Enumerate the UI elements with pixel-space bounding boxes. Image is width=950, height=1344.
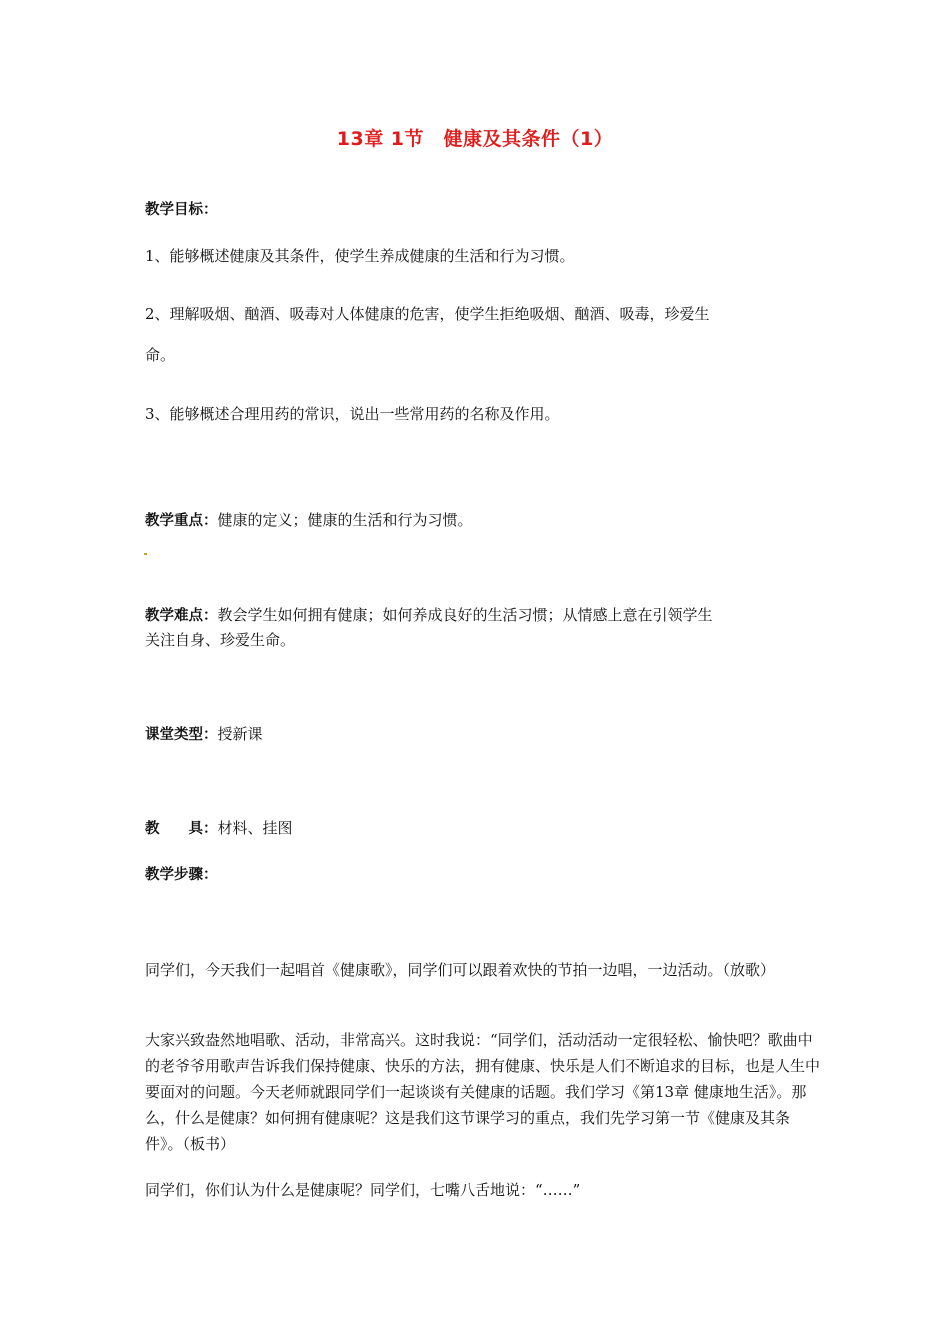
page-title: 13章 1节 健康及其条件（1） xyxy=(336,128,614,150)
steps-heading: 教学步骤： xyxy=(145,867,218,883)
key-points-label: 教学重点： xyxy=(145,513,218,529)
tools-text: 材料、挂图 xyxy=(217,819,293,837)
class-type-text: 授新课 xyxy=(217,725,263,743)
key-points xyxy=(145,508,473,533)
body-paragraph-1: 同学们，今天我们一起唱首《健康歌》，同学们可以跟着欢快的节拍一边唱，一边活动。（放歌） xyxy=(145,961,776,979)
body-paragraph-2: 大家兴致盎然地唱歌、活动，非常高兴。这时我说：“同学们，活动活动一定很轻松、愉快吧？歌曲中的老爷爷用歌声告诉我们保持健康、快乐的方法，拥有健康、快乐是人们不断追求的目标，也是人生中要面对的问题。今天老师就跟同学们一起谈谈有关健康的话题。我们学习《第13章 健康地生活》。那么，什么是健康？如何拥有健康呢？这是我们这节课学习的重点，我们先学习第一节《健康及其条件》。（板书） xyxy=(145,1031,821,1153)
stray-mark xyxy=(144,553,147,555)
class-type xyxy=(145,722,263,747)
objective-item-2-line-2: 命。 xyxy=(145,346,176,364)
teaching-tools xyxy=(145,816,293,841)
objective-item-1: 1、能够概述健康及其条件，使学生养成健康的生活和行为习惯。 xyxy=(145,247,575,265)
key-points-text: 健康的定义；健康的生活和行为习惯。 xyxy=(217,511,473,529)
class-type-label: 课堂类型： xyxy=(145,727,218,743)
objective-item-2-line-1: 2、理解吸烟、酗酒、吸毒对人体健康的危害，使学生拒绝吸烟、酗酒、吸毒，珍爱生 xyxy=(145,305,710,323)
difficulties-text-1: 教会学生如何拥有健康；如何养成良好的生活习惯；从情感上意在引领学生 xyxy=(217,606,713,624)
objectives-heading: 教学目标： xyxy=(145,202,218,218)
body-paragraph-3: 同学们，你们认为什么是健康呢？同学们，七嘴八舌地说：“……” xyxy=(145,1181,581,1199)
difficulties-label: 教学难点： xyxy=(145,608,218,624)
difficulties-line-1 xyxy=(145,603,713,628)
tools-label: 教 具： xyxy=(145,821,218,837)
difficulties-line-2: 关注自身、珍爱生命。 xyxy=(145,631,296,649)
objective-item-3: 3、能够概述合理用药的常识，说出一些常用药的名称及作用。 xyxy=(145,405,560,423)
